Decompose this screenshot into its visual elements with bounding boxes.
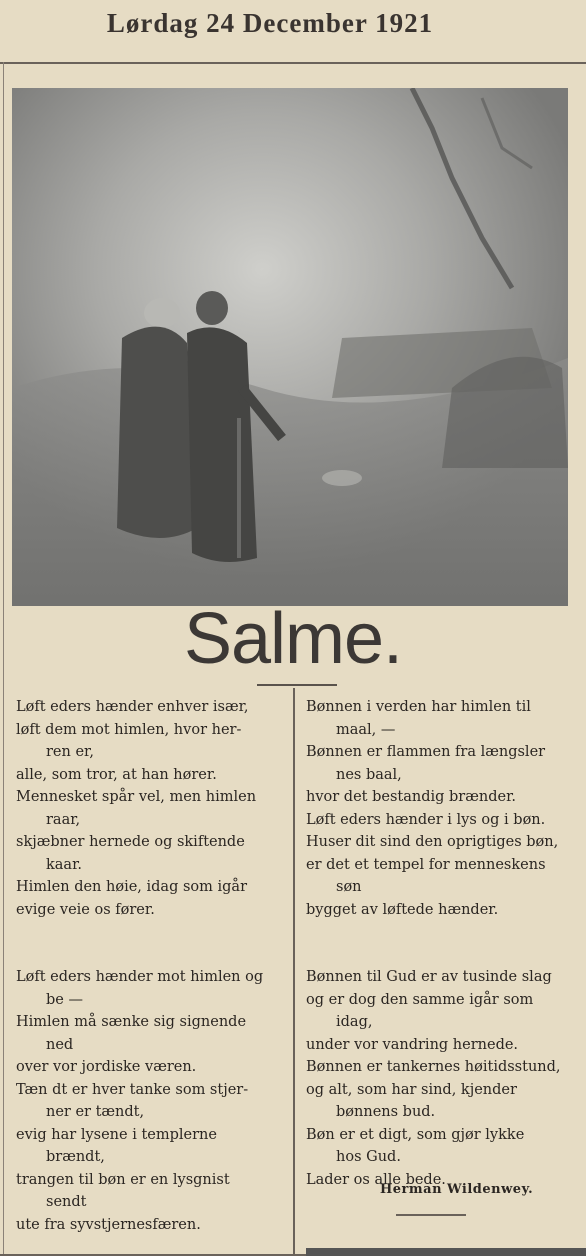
photo-illustration [12, 88, 568, 606]
signature-rule [396, 1214, 466, 1216]
poem-line: Tæn dt er hver tanke som stjer- [16, 1081, 249, 1098]
poem-line: hos Gud. [336, 1149, 401, 1165]
poem-line: ren er, [46, 744, 94, 760]
poem-line: skjæbner hernede og skiftende [16, 834, 245, 850]
poem-line: Himlen må sænke sig signende [16, 1014, 247, 1030]
author-signature: Herman Wildenwey. [380, 1182, 534, 1197]
poem-line: kaar. [46, 856, 83, 873]
poem-line: Løft eders hænder mot himlen og [16, 969, 264, 985]
column-divider [293, 688, 295, 1254]
poem-line: raar, [46, 811, 81, 828]
dateline: Lørdag 24 December 1921 [106, 8, 434, 38]
poem-line: trangen til bøn er en lysgnist [16, 1171, 230, 1188]
poem-line: be — [46, 991, 83, 1008]
poem-line: ner er tændt, [46, 1104, 145, 1120]
poem-line: Løft eders hænder i lys og i bøn. [306, 811, 546, 828]
poem-line: Bønnen er flammen fra længsler [306, 744, 546, 760]
poem-line: Bøn er et digt, som gjør lykke [306, 1126, 525, 1143]
poem-line: Himlen den høie, idag som igår [16, 879, 247, 895]
poem-line: ned [46, 1036, 74, 1053]
poem-line: Bønnen i verden har himlen til [306, 699, 531, 715]
poem-line: brændt, [46, 1149, 105, 1165]
poem-left-column [16, 696, 286, 1236]
title-rule [257, 684, 337, 686]
poem-line: alle, som tror, at han hører. [16, 766, 217, 783]
poem-line: og er dog den samme igår som [306, 991, 534, 1008]
poem-stanza [16, 696, 286, 921]
poem-line: maal, — [336, 721, 396, 738]
poem-line: Huser dit sind den oprigtiges bøn, [306, 834, 559, 850]
bottom-rule-block [306, 1248, 586, 1256]
stanza-gap [16, 921, 286, 966]
poem-line: evig har lysene i templerne [16, 1126, 217, 1143]
poem-line: Bønnen til Gud er av tusinde slag [306, 969, 552, 985]
poem-line: idag, [336, 1014, 373, 1030]
poem-line: og alt, som har sind, kjender [306, 1081, 517, 1098]
poem-line: ute fra syvstjernesfæren. [16, 1216, 201, 1233]
poem-line: sendt [46, 1194, 87, 1210]
poem-stanza [16, 966, 286, 1236]
poem-stanza [306, 696, 574, 921]
poem-line: Bønnen er tankernes høitidsstund, [306, 1059, 561, 1075]
poem-line: søn [336, 879, 362, 895]
poem-line: under vor vandring hernede. [306, 1036, 519, 1053]
poem-line: hvor det bestandig brænder. [306, 789, 517, 805]
poem-line: Mennesket spår vel, men himlen [16, 789, 257, 805]
poem-line: nes baal, [336, 766, 402, 783]
poem-stanza [306, 966, 574, 1191]
poem-line: løft dem mot himlen, hvor her- [16, 721, 242, 738]
poem-line: Lader os alle bede. [306, 1171, 446, 1188]
header-rule [0, 62, 586, 64]
stanza-gap [306, 921, 574, 966]
halftone-photo [12, 88, 568, 606]
poem-line: er det et tempel for menneskens [306, 856, 546, 873]
poem-line: Løft eders hænder enhver især, [16, 699, 249, 715]
poem-line: bønnens bud. [336, 1104, 436, 1120]
poem-line: bygget av løftede hænder. [306, 901, 499, 918]
poem-title: Salme. [183, 599, 403, 679]
poem-right-column [306, 696, 574, 1191]
poem-line: evige veie os fører. [16, 901, 155, 918]
poem-line: over vor jordiske væren. [16, 1059, 197, 1075]
